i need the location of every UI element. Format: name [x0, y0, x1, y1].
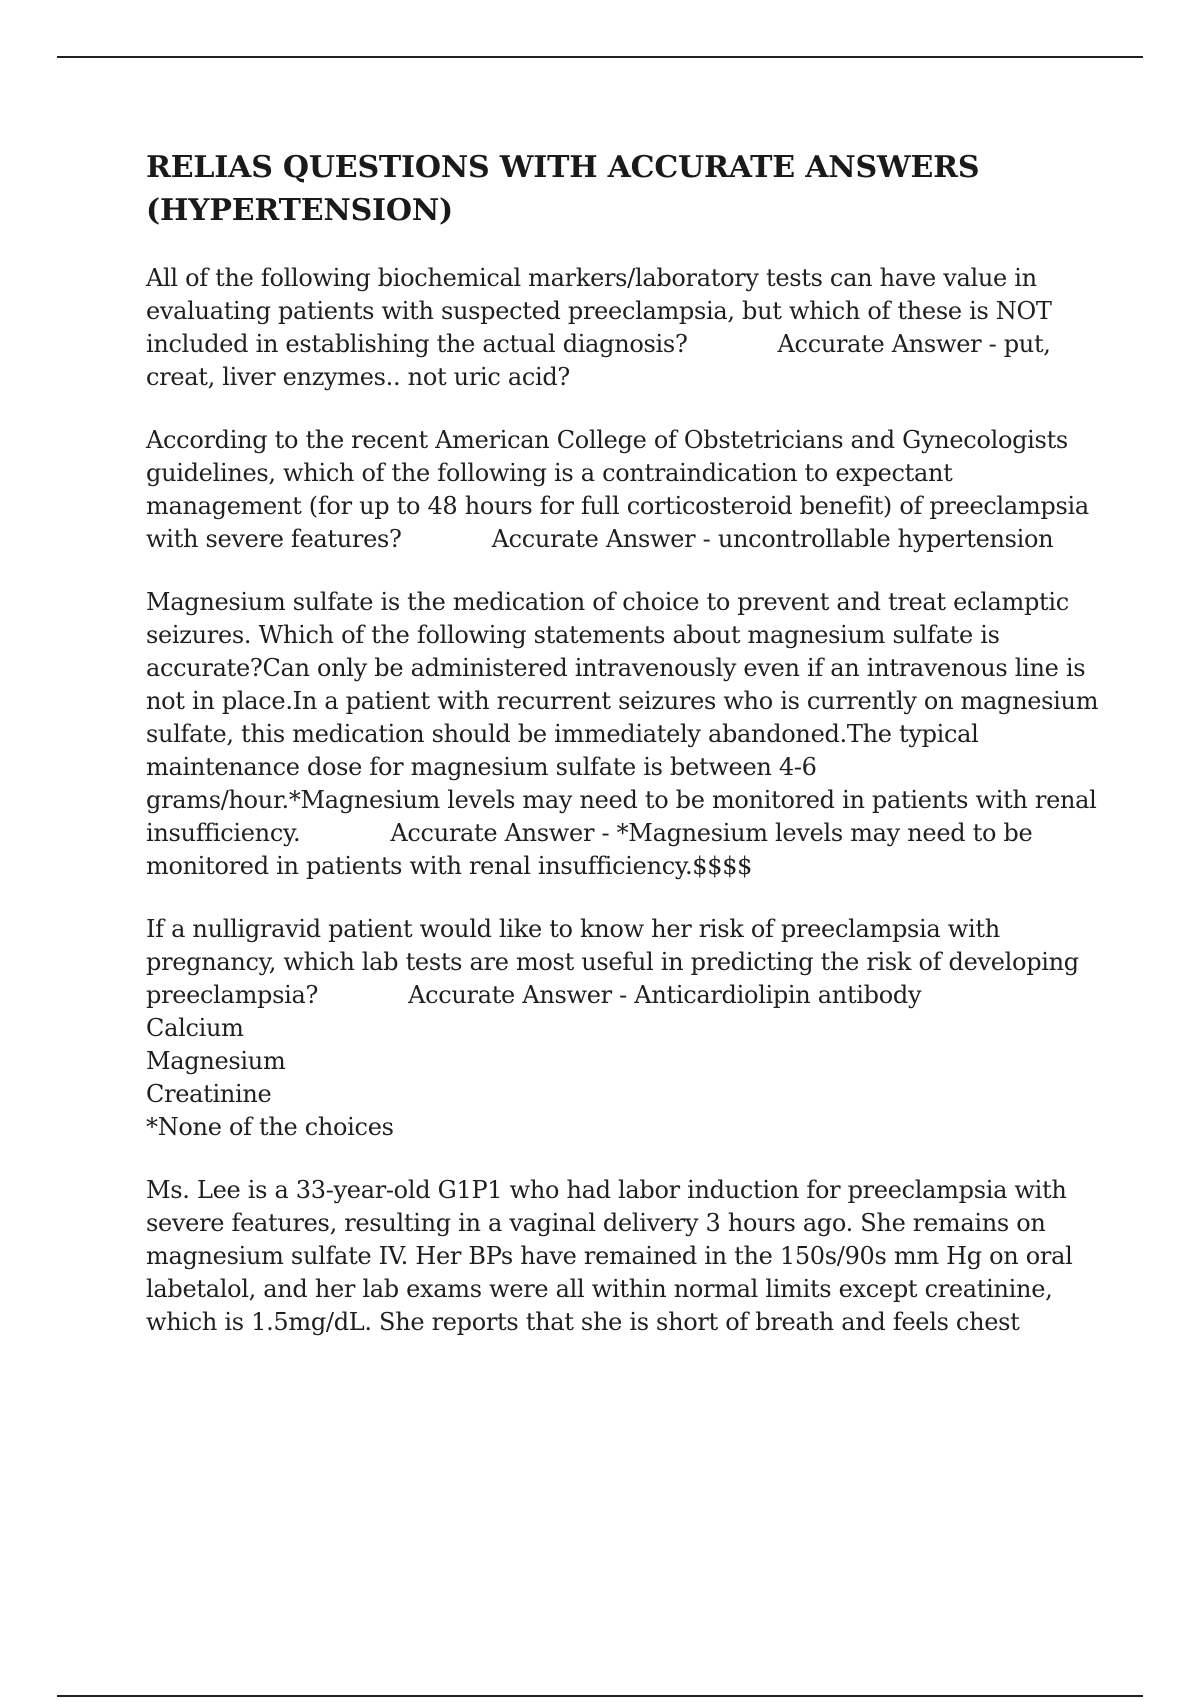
- question-2: According to the recent American College of Obstetricians and Gynecologists guidelines, which of the following is a contraindication to expectant management (for up to 48 hours for full corticosteroid benefit) of preeclampsia with severe features?: [146, 426, 1089, 553]
- choice-none: *None of the choices: [146, 1113, 394, 1141]
- question-4: If a nulligravid patient would like to know her risk of preeclampsia with pregnancy, which lab tests are most useful in predicting the risk of developing preeclampsia?: [146, 915, 1079, 1009]
- question-3: Magnesium sulfate is the medication of choice to prevent and treat eclamptic seizures. Which of the following statements about magnesium sulfate is accurate?Can only be administered intravenously even if an intravenous line is not in place.In a patient with recurrent seizures who is currently on magnesium sulfate, this medication should be immediately abandoned.The typical maintenance dose for magnesium sulfate is between 4-6 grams/hour.*Magnesium levels may need to be monitored in patients with renal insufficiency.: [146, 588, 1099, 847]
- qa-item-5: [146, 1174, 1106, 1339]
- answer-4: Accurate Answer - Anticardiolipin antibody: [408, 981, 922, 1009]
- qa-item-2: [146, 424, 1106, 556]
- document-body: [146, 146, 1106, 1369]
- qa-item-4: [146, 913, 1106, 1144]
- answer-2: Accurate Answer - uncontrollable hypertension: [491, 525, 1054, 553]
- answer-1: Accurate Answer - put, creat, liver enzymes.. not uric acid?: [146, 330, 1051, 391]
- question-1: All of the following biochemical markers/laboratory tests can have value in evaluating patients with suspected preeclampsia, but which of these is NOT included in establishing the actual diagnosis?: [146, 264, 1052, 358]
- header-rule: [57, 56, 1143, 58]
- choice-magnesium: Magnesium: [146, 1047, 286, 1075]
- footer-rule: [57, 1695, 1143, 1697]
- question-5: Ms. Lee is a 33-year-old G1P1 who had labor induction for preeclampsia with severe features, resulting in a vaginal delivery 3 hours ago. She remains on magnesium sulfate IV. Her BPs have remained in the 150s/90s mm Hg on oral labetalol, and her lab exams were all within normal limits except creatinine, which is 1.5mg/dL. She reports that she is short of breath and feels chest: [146, 1176, 1073, 1336]
- answer-3: Accurate Answer - *Magnesium levels may need to be monitored in patients with renal insufficiency.$$$$: [146, 819, 1033, 880]
- qa-item-1: [146, 262, 1106, 394]
- qa-item-3: [146, 586, 1106, 883]
- choice-creatinine: Creatinine: [146, 1080, 272, 1108]
- document-title: RELIAS QUESTIONS WITH ACCURATE ANSWERS (HYPERTENSION): [146, 150, 980, 228]
- choice-calcium: Calcium: [146, 1014, 244, 1042]
